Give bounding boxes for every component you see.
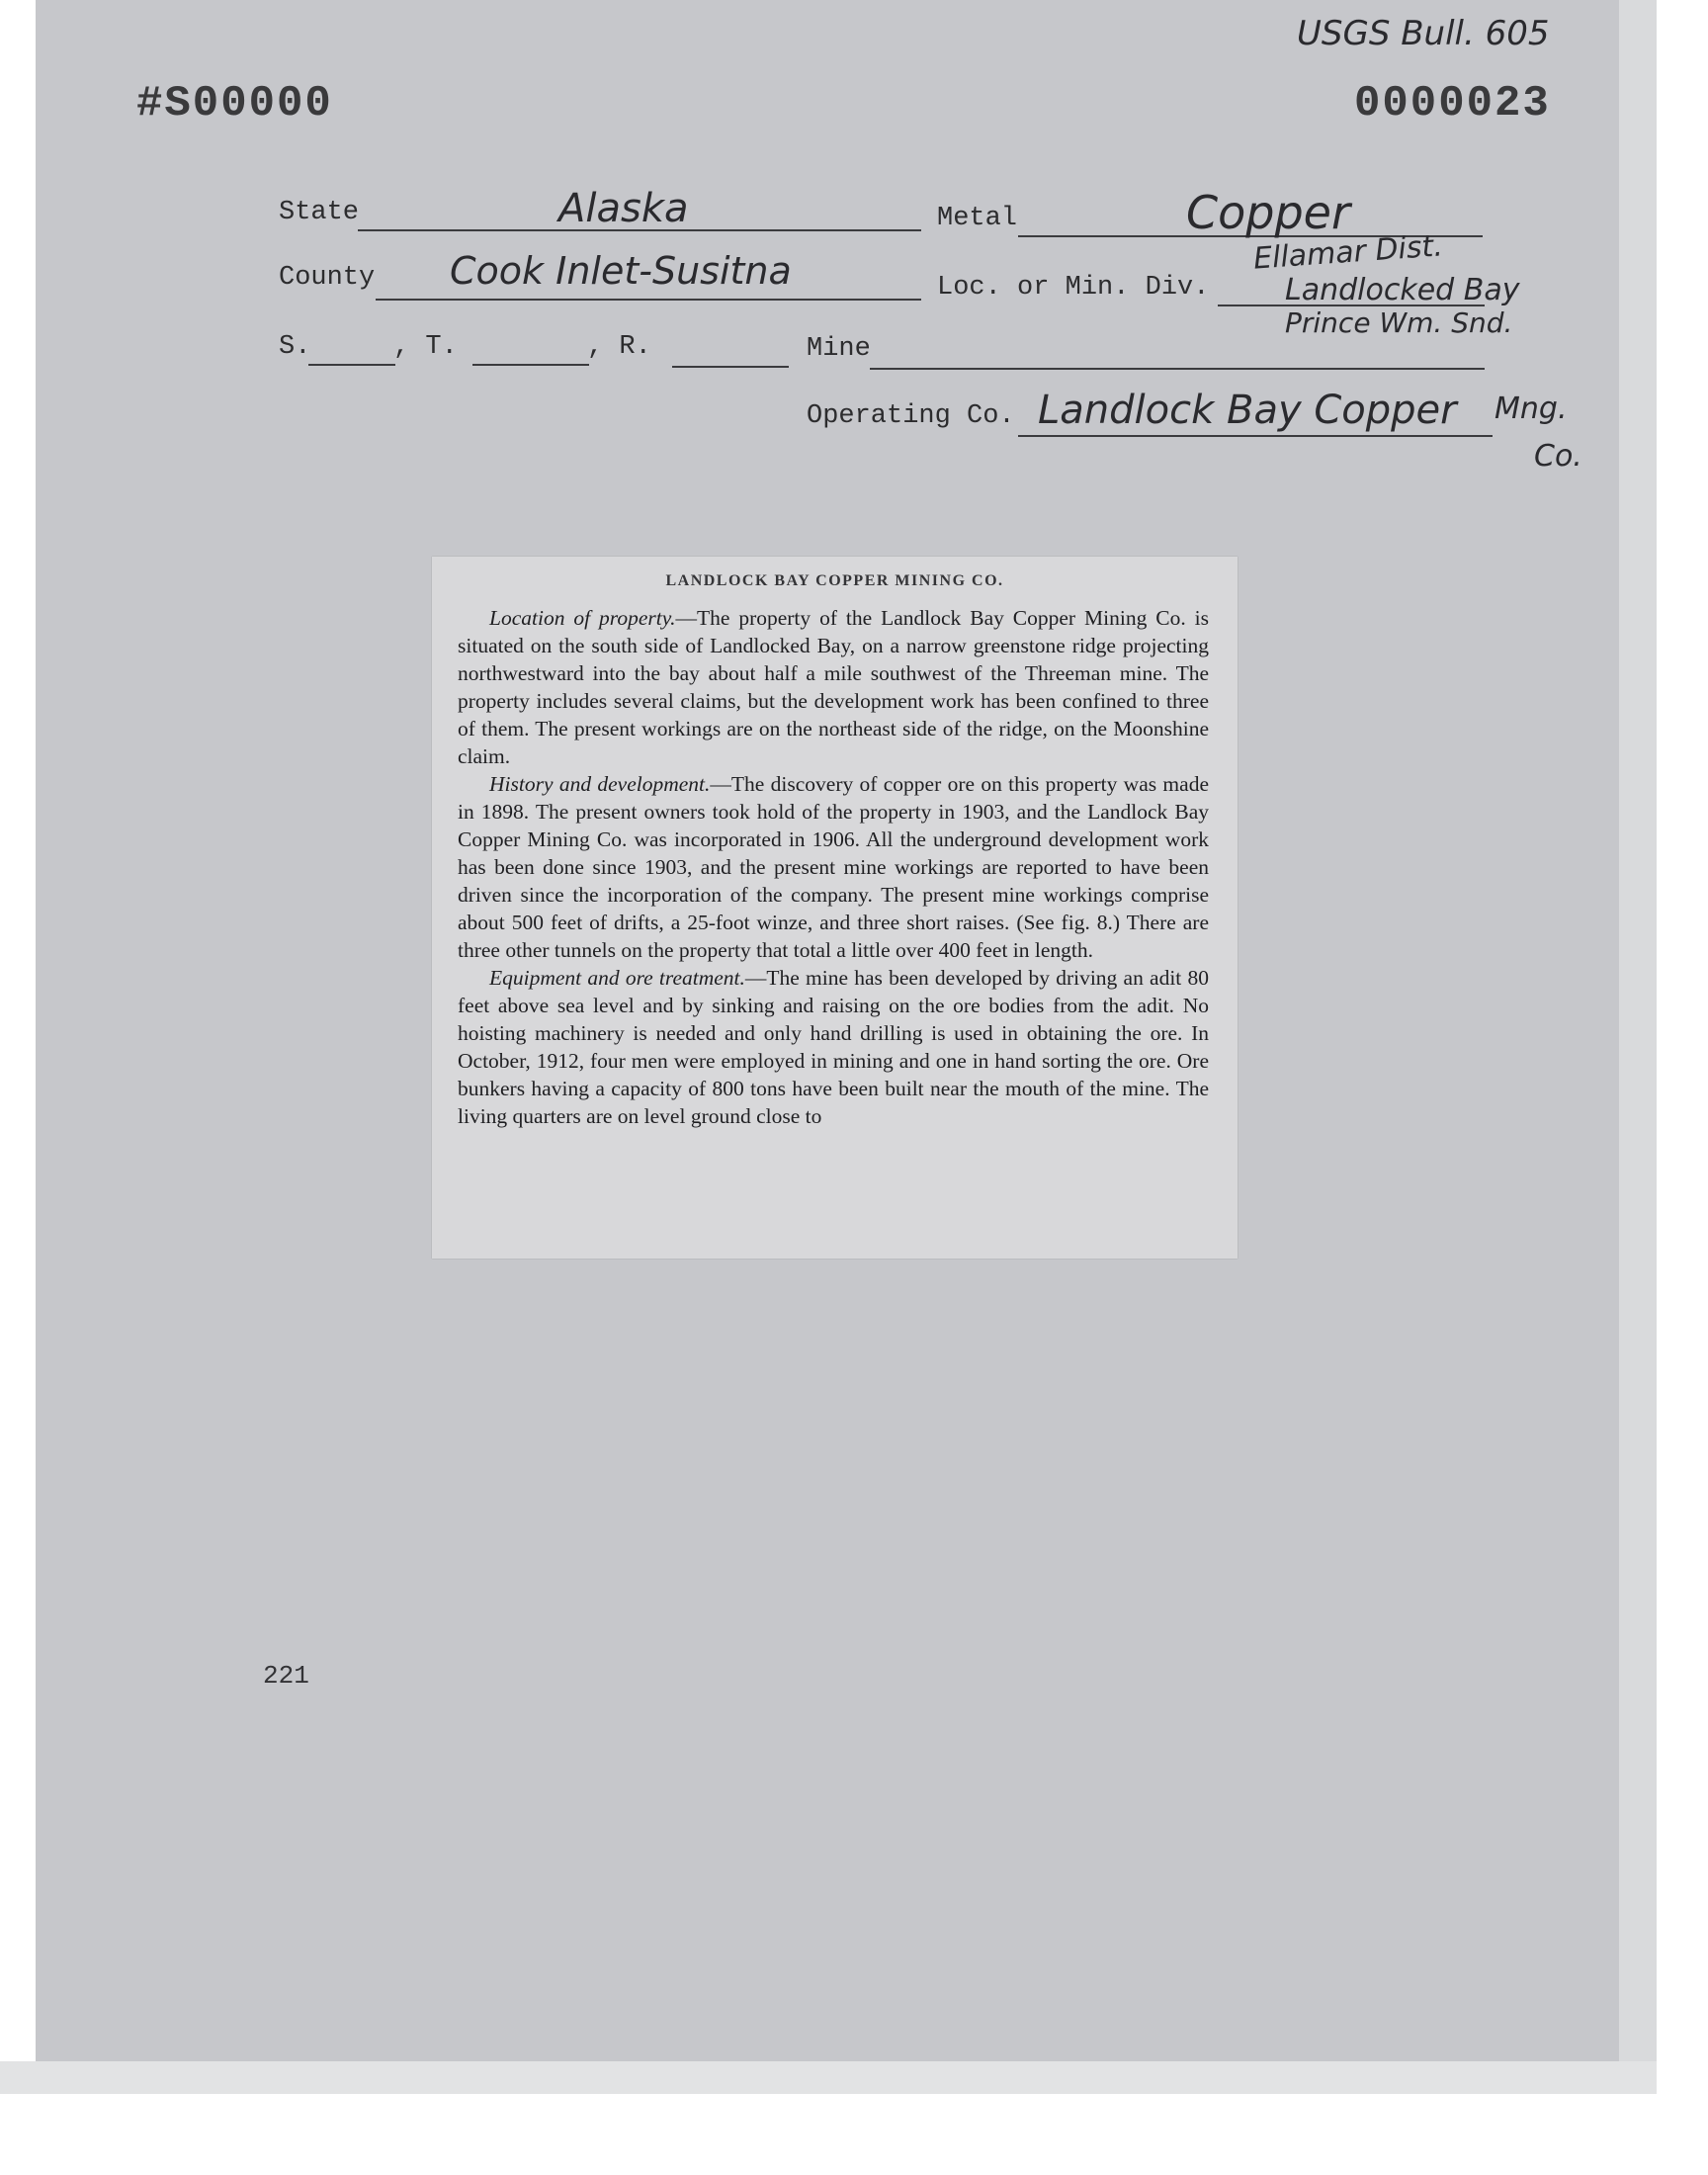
clipping-heading-equipment: Equipment and ore treatment.: [489, 966, 745, 990]
state-value: Alaska: [558, 186, 689, 231]
clipping-paragraph-location: [458, 604, 1209, 770]
loc-value-line1: Ellamar Dist.: [1252, 228, 1444, 277]
clipping-heading-location: Location of property.: [489, 606, 676, 630]
operating-value-cont1: Mng.: [1494, 392, 1568, 426]
mine-line: [870, 368, 1485, 370]
range-line: [672, 366, 789, 368]
page-number: 221: [263, 1661, 309, 1691]
metal-label: Metal: [937, 204, 1018, 233]
loc-value-line3: Prince Wm. Snd.: [1285, 306, 1513, 339]
county-value: Cook Inlet-Susitna: [450, 249, 792, 293]
page-bottom-edge: [0, 2061, 1657, 2094]
township-label: , T.: [393, 332, 458, 362]
clipping-text-history: —The discovery of copper ore on this property was made in 1898. The present owners took hold of the property in 1903, and the Landlock Bay Copper Mining Co. was incorporated in 1906. All the underground development work has been done since 1903, and the present mine workings are reported to have been driven since the incorporation of the company. The present mine workings comprise about 500 feet of drifts, a 25-foot winze, and three short raises. (See fig. 8.) There are three other tunnels on the property that total a little over 400 feet in length.: [458, 772, 1209, 962]
clipping-text-location: —The property of the Landlock Bay Copper Mining Co. is situated on the south side of Landlocked Bay, on a narrow greenstone ridge projecting northwestward into the bay about half a mile southwest of the Threeman mine. The property includes several claims, but the development work has been confined to three of them. The present workings are on the northeast side of the ridge, on the Moonshine claim.: [458, 606, 1209, 768]
clipping-text-equipment: —The mine has been developed by driving an adit 80 feet above sea level and by sinking and raising on the ore bodies from the adit. No hoisting machinery is needed and only hand drilling is used in obtaining the ore. In October, 1912, four men were employed in mining and one in hand sorting the ore. Ore bunkers having a capacity of 800 tons have been built near the mouth of the mine. The living quarters are on level ground close to: [458, 966, 1209, 1128]
section-line: [308, 364, 395, 366]
mine-label: Mine: [807, 334, 871, 364]
county-label: County: [279, 263, 376, 293]
clipping-title: LANDLOCK BAY COPPER MINING CO.: [665, 572, 1004, 589]
pasted-clipping: [432, 557, 1238, 1259]
township-line: [472, 364, 589, 366]
state-label: State: [279, 198, 360, 227]
loc-label: Loc. or Min. Div.: [937, 273, 1210, 303]
handwritten-reference: USGS Bull. 605: [1297, 14, 1550, 53]
county-line: [376, 299, 921, 301]
operating-value: Landlock Bay Copper: [1038, 388, 1457, 433]
clipping-body: [458, 604, 1209, 1130]
metal-value: Copper: [1186, 186, 1350, 239]
clipping-paragraph-history: [458, 770, 1209, 964]
operating-value-cont2: Co.: [1534, 439, 1582, 474]
range-label: , R.: [587, 332, 651, 362]
clipping-heading-history: History and development.: [489, 772, 711, 796]
page-edge: [1619, 0, 1657, 2094]
loc-value-line2: Landlocked Bay: [1285, 273, 1520, 307]
stamp-left: #S00000: [136, 79, 333, 129]
clipping-paragraph-equipment: [458, 964, 1209, 1130]
operating-label: Operating Co.: [807, 401, 1015, 431]
operating-line: [1018, 435, 1493, 437]
stamp-right: 0000023: [1354, 79, 1551, 129]
section-label: S.: [279, 332, 311, 362]
